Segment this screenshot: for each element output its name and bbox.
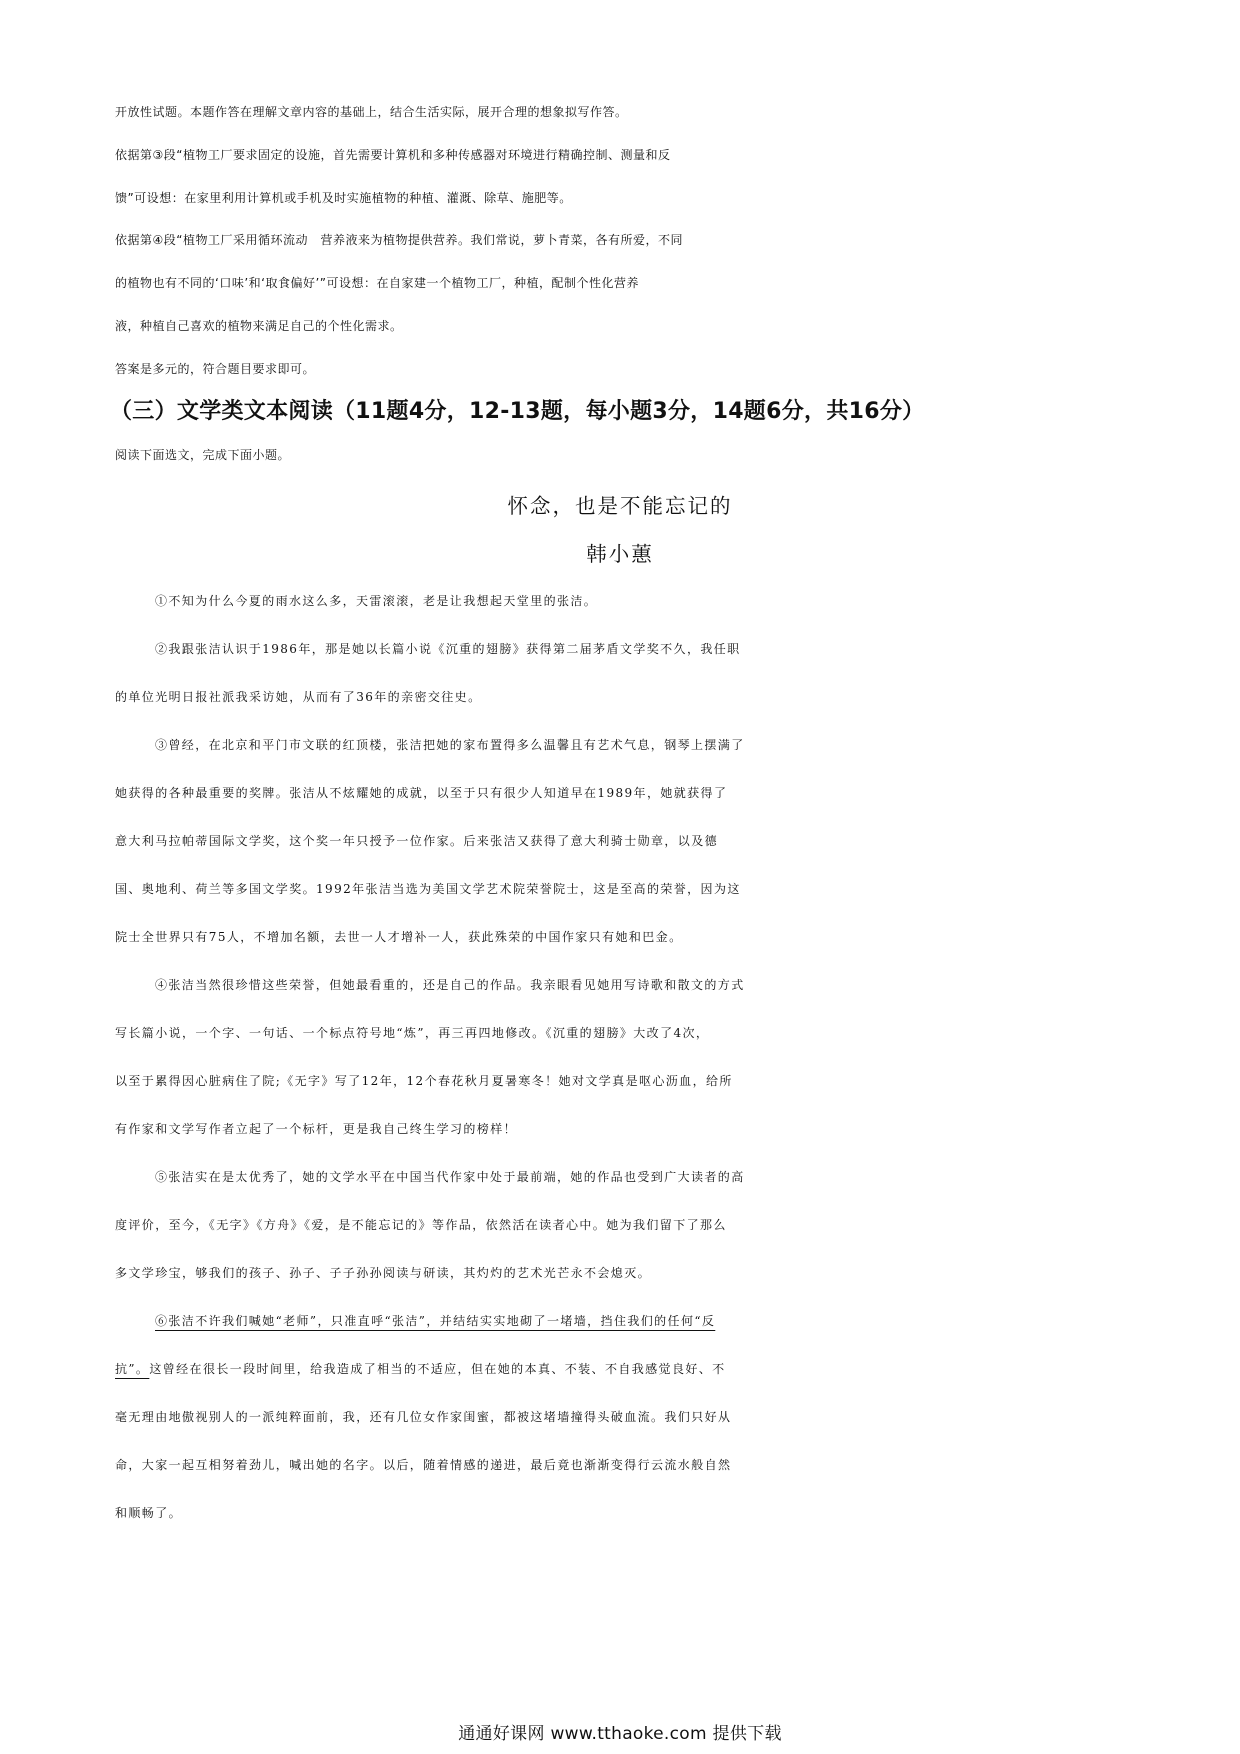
answer-line-2: 依据第③段“植物工厂要求固定的设施，首先需要计算机和多种传感器对环境进行精确控制、测量和反 [115, 148, 671, 162]
page-footer: 通通好课网 www.tthaoke.com 提供下载 [458, 1724, 782, 1744]
paragraph-3-line-4: 国、奥地利、荷兰等多国文学奖。1992年张洁当选为美国文学艺术院荣誉院士，这是至高的荣誉，因为这 [115, 882, 741, 896]
paragraph-3-line-5: 院士全世界只有75人，不增加名额，去世一人才增补一人，获此殊荣的中国作家只有她和巴金。 [115, 930, 683, 944]
section-instruction: 阅读下面选文，完成下面小题。 [115, 448, 291, 462]
plain-text: 这曾经在很长一段时间里，给我造成了相当的不适应，但在她的本真、不装、不自我感觉良好、不 [149, 1362, 726, 1376]
paragraph-1-line-1: ①不知为什么今夏的雨水这么多，天雷滚滚，老是让我想起天堂里的张洁。 [155, 594, 598, 608]
paragraph-2-line-2: 的单位光明日报社派我采访她，从而有了36年的亲密交往史。 [115, 690, 482, 704]
paragraph-4-line-3: 以至于累得因心脏病住了院;《无字》写了12年，12个春花秋月夏暑寒冬！她对文学真是呕心沥血，给所 [115, 1074, 733, 1088]
paragraph-4-line-1: ④张洁当然很珍惜这些荣誉，但她最看重的，还是自己的作品。我亲眼看见她用写诗歌和散文的方式 [155, 978, 745, 992]
answer-line-6: 液，种植自己喜欢的植物来满足自己的个性化需求。 [115, 319, 403, 333]
answer-line-7: 答案是多元的，符合题目要求即可。 [115, 362, 316, 376]
article-title: 怀念，也是不能忘记的 [507, 494, 733, 518]
underlined-text: 抗”。 [115, 1362, 150, 1376]
article-author: 韩小蕙 [586, 542, 654, 566]
paragraph-6-line-4: 命，大家一起互相努着劲儿，喊出她的名字。以后，随着情感的递进，最后竟也渐渐变得行云流水般自然 [115, 1458, 732, 1472]
paragraph-5-line-3: 多文学珍宝，够我们的孩子、孙子、子子孙孙阅读与研读，其灼灼的艺术光芒永不会熄灭。 [115, 1266, 652, 1280]
answer-line-4: 依据第④段“植物工厂采用循环流动 营养液来为植物提供营养。我们常说，萝卜青菜，各有所爱，不同 [115, 233, 683, 247]
paragraph-3-line-2: 她获得的各种最重要的奖牌。张洁从不炫耀她的成就，以至于只有很少人知道早在1989年，她就获得了 [115, 786, 728, 800]
paragraph-3-line-1: ③曾经，在北京和平门市文联的红顶楼，张洁把她的家布置得多么温馨且有艺术气息，钢琴上摆满了 [155, 738, 745, 752]
paragraph-5-line-1: ⑤张洁实在是太优秀了，她的文学水平在中国当代作家中处于最前端，她的作品也受到广大读者的高 [155, 1170, 745, 1184]
paragraph-2-line-1: ②我跟张洁认识于1986年，那是她以长篇小说《沉重的翅膀》获得第二届茅盾文学奖不久，我任职 [155, 642, 741, 656]
paragraph-4-line-4: 有作家和文学写作者立起了一个标杆，更是我自己终生学习的榜样！ [115, 1122, 518, 1136]
section-heading: （三）文学类文本阅读（11题4分，12-13题，每小题3分，14题6分，共16分） [110, 399, 925, 424]
answer-line-1: 开放性试题。本题作答在理解文章内容的基础上，结合生活实际，展开合理的想象拟写作答。 [115, 105, 628, 119]
paragraph-6-line-2 [115, 1354, 1130, 1384]
paragraph-6-line-1-underlined: ⑥张洁不许我们喊她“老师”，只准直呼“张洁”，并结结实实地砌了一堵墙，挡住我们的任何“反 [155, 1314, 716, 1328]
answer-line-3: 馈”可设想：在家里利用计算机或手机及时实施植物的种植、灌溉、除草、施肥等。 [115, 191, 572, 205]
paragraph-4-line-2: 写长篇小说，一个字、一句话、一个标点符号地“炼”，再三再四地修改。《沉重的翅膀》大改了4次， [115, 1026, 710, 1040]
paragraph-3-line-3: 意大利马拉帕蒂国际文学奖，这个奖一年只授予一位作家。后来张洁又获得了意大利骑士勋章，以及德 [115, 834, 719, 848]
paragraph-5-line-2: 度评价，至今，《无字》《方舟》《爱，是不能忘记的》等作品，依然活在读者心中。她为我们留下了那么 [115, 1218, 727, 1232]
answer-line-5: 的植物也有不同的‘口味’和‘取食偏好’”可设想：在自家建一个植物工厂，种植，配制个性化营养 [115, 276, 639, 290]
paragraph-6-line-5: 和顺畅了。 [115, 1506, 183, 1520]
paragraph-6-line-3: 毫无理由地傲视别人的一派纯粹面前，我，还有几位女作家闺蜜，都被这堵墙撞得头破血流。我们只好从 [115, 1410, 732, 1424]
